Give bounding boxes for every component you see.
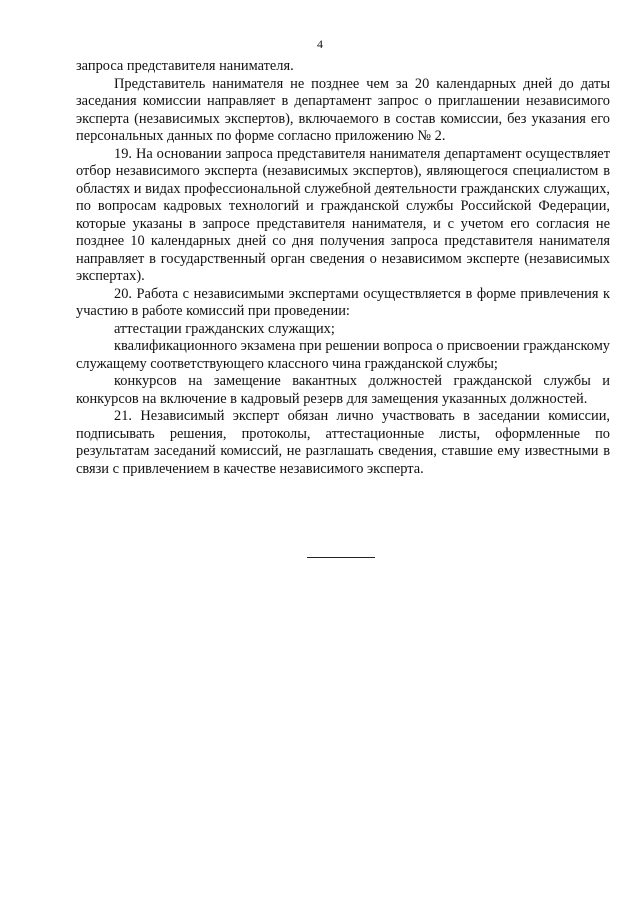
list-item-competitions: конкурсов на замещение вакантных должностей гражданской службы и конкурсов на включение в кадровый резерв для замещения указанных должностей. xyxy=(76,373,610,407)
paragraph-21: 21. Независимый эксперт обязан лично участвовать в заседании комиссии, подписывать решения, протоколы, аттестационные листы, оформленные по результатам заседаний комиссий, не разглашать сведения, ставшие ему известными в связи с привлечением в качестве независимого эксперта. xyxy=(76,408,610,477)
document-body xyxy=(76,58,610,478)
paragraph-request-deadline: Представитель нанимателя не позднее чем за 20 календарных дней до даты заседания комиссии направляет в департамент запрос о приглашении независимого эксперта (независимых экспертов), включаемого в состав комиссии, без указания его персональных данных по форме согласно приложению № 2. xyxy=(76,75,610,144)
list-item-qualification-exam: квалификационного экзамена при решении вопроса о присвоении гражданскому служащему соответствующего классного чина гражданской службы; xyxy=(76,338,610,372)
page-number: 4 xyxy=(317,37,323,51)
paragraph-19: 19. На основании запроса представителя нанимателя департамент осуществляет отбор независимого эксперта (независимых экспертов), являющегося специалистом в областях и видах профессиональной служебной деятельности гражданских служащих, по вопросам кадровых технологий и гражданской службы Российской Федерации, которые указаны в запросе представителя нанимателя, и с учетом его согласия не позднее 10 календарных дней со дня получения запроса представителя нанимателя направляет в государственный орган сведения о независимом эксперте (независимых экспертах). xyxy=(76,145,610,284)
paragraph-20: 20. Работа с независимыми экспертами осуществляется в форме привлечения к участию в работе комиссий при проведении: xyxy=(76,285,610,319)
paragraph-continuation: запроса представителя нанимателя. xyxy=(76,58,294,74)
end-separator-line xyxy=(307,557,375,558)
list-item-attestation: аттестации гражданских служащих; xyxy=(114,320,335,337)
